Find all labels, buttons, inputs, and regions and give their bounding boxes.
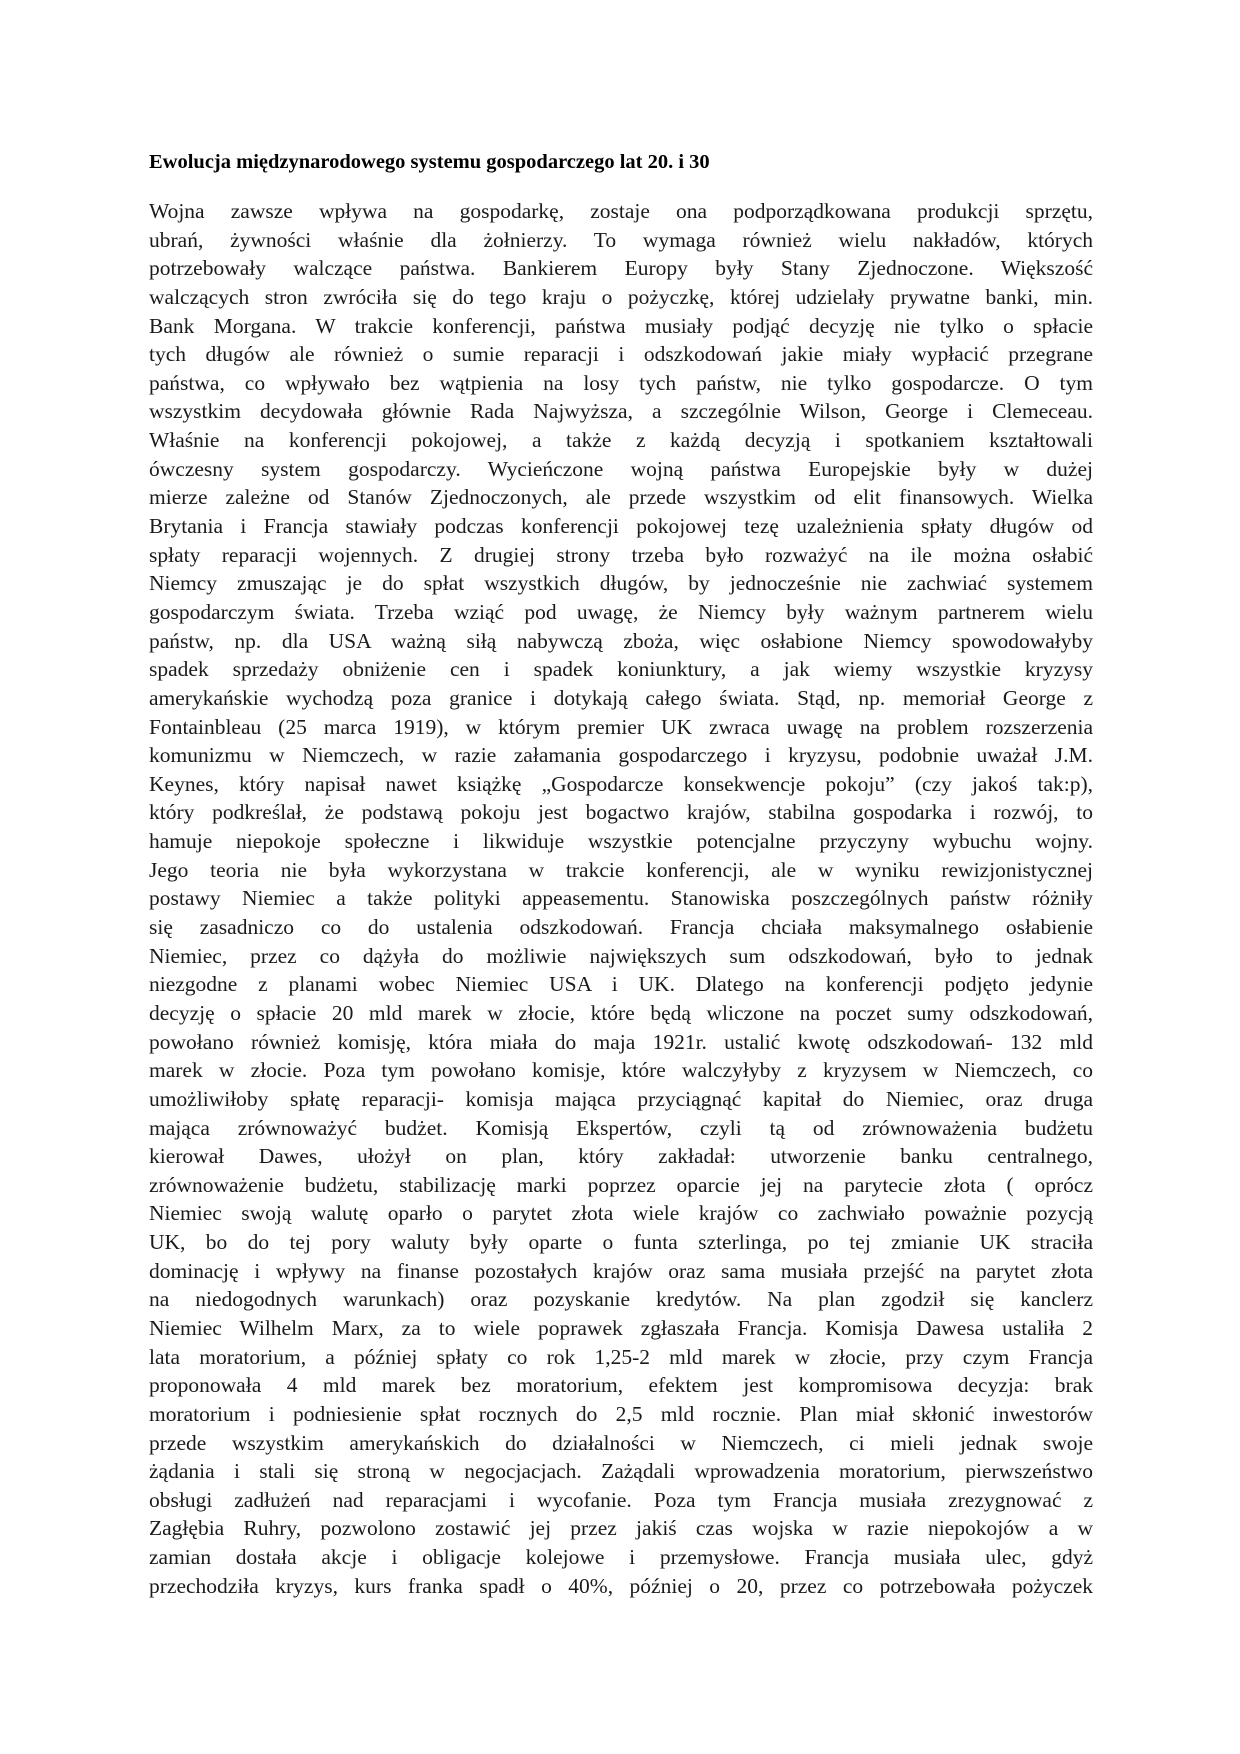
paragraph-line: obsługi zadłużeń nad reparacjami i wycofanie. Poza tym Francja musiała zrezygnować z xyxy=(149,1487,1093,1512)
paragraph-line: postawy Niemiec a także polityki appeasementu. Stanowiska poszczególnych państw różniły xyxy=(149,886,1093,911)
paragraph-line: Niemiec swoją walutę oparło o parytet złota wiele krajów co zachwiało poważnie pozycją xyxy=(149,1201,1093,1226)
paragraph-line: Niemiec, przez co dążyła do możliwie największych sum odszkodowań, było to jednak xyxy=(149,943,1093,968)
paragraph-line: marek w złocie. Poza tym powołano komisje, które walczyłyby z kryzysem w Niemczech, co xyxy=(149,1058,1093,1083)
paragraph-line: państw, np. dla USA ważną siłą nabywczą zboża, więc osłabione Niemcy spowodowałyby xyxy=(149,628,1093,653)
paragraph-line: na niedogodnych warunkach) oraz pozyskanie kredytów. Na plan zgodził się kanclerz xyxy=(149,1287,1093,1312)
paragraph-line: Bank Morgana. W trakcie konferencji, państwa musiały podjąć decyzję nie tylko o spłacie xyxy=(149,313,1093,338)
paragraph-line: lata moratorium, a później spłaty co rok 1,25-2 mld marek w złocie, przy czym Francja xyxy=(149,1344,1093,1369)
paragraph-line: tych długów ale również o sumie reparacji i odszkodowań jakie miały wypłacić przegrane xyxy=(149,342,1093,367)
paragraph-line: Zagłębia Ruhry, pozwolono zostawić jej przez jakiś czas wojska w razie niepokojów a w xyxy=(149,1516,1093,1541)
paragraph-line: proponowała 4 mld marek bez moratorium, efektem jest kompromisowa decyzja: brak xyxy=(149,1373,1093,1398)
paragraph-line: żądania i stali się stroną w negocjacjach. Zażądali wprowadzenia moratorium, pierwszeństwo xyxy=(149,1459,1093,1484)
paragraph-line: Jego teoria nie była wykorzystana w trakcie konferencji, ale w wyniku rewizjonistycznej xyxy=(149,857,1093,882)
paragraph-line: ubrań, żywności właśnie dla żołnierzy. To wymaga również wielu nakładów, których xyxy=(149,227,1093,252)
paragraph-line: zamian dostała akcje i obligacje kolejowe i przemysłowe. Francja musiała ulec, gdyż xyxy=(149,1545,1093,1570)
paragraph-line: umożliwiłoby spłatę reparacji- komisja mająca przyciągnąć kapitał do Niemiec, oraz druga xyxy=(149,1086,1093,1111)
paragraph-line: hamuje niepokoje społeczne i likwiduje wszystkie potencjalne przyczyny wybuchu wojny. xyxy=(149,829,1093,854)
paragraph-line: moratorium i podniesienie spłat rocznych do 2,5 mld rocznie. Plan miał skłonić inwestorów xyxy=(149,1401,1093,1426)
paragraph-line: gospodarczym świata. Trzeba wziąć pod uwagę, że Niemcy były ważnym partnerem wielu xyxy=(149,599,1093,624)
paragraph-line: niezgodne z planami wobec Niemiec USA i UK. Dlatego na konferencji podjęto jedynie xyxy=(149,972,1093,997)
paragraph-line: przede wszystkim amerykańskich do działalności w Niemczech, ci mieli jednak swoje xyxy=(149,1430,1093,1455)
paragraph-line: mająca zrównoważyć budżet. Komisją Ekspertów, czyli tą od zrównoważenia budżetu xyxy=(149,1115,1093,1140)
paragraph-line: powołano również komisję, która miała do maja 1921r. ustalić kwotę odszkodowań- 132 mld xyxy=(149,1029,1093,1054)
paragraph-line: spadek sprzedaży obniżenie cen i spadek koniunktury, a jak wiemy wszystkie kryzysy xyxy=(149,657,1093,682)
paragraph-line: Właśnie na konferencji pokojowej, a także z każdą decyzją i spotkaniem kształtowali xyxy=(149,428,1093,453)
paragraph-line: UK, bo do tej pory waluty były oparte o funta szterlinga, po tej zmianie UK straciła xyxy=(149,1230,1093,1255)
paragraph-line: Niemiec Wilhelm Marx, za to wiele poprawek zgłaszała Francja. Komisja Dawesa ustaliła 2 xyxy=(149,1315,1093,1340)
paragraph-line: decyzję o spłacie 20 mld marek w złocie, które będą wliczone na poczet sumy odszkodowań, xyxy=(149,1000,1093,1025)
paragraph-line: spłaty reparacji wojennych. Z drugiej strony trzeba było rozważyć na ile można osłabić xyxy=(149,542,1093,567)
paragraph-line: walczących stron zwróciła się do tego kraju o pożyczkę, której udzielały prywatne banki, min. xyxy=(149,284,1093,309)
paragraph-line: dominację i wpływy na finanse pozostałych krajów oraz sama musiała przejść na parytet złota xyxy=(149,1258,1093,1283)
paragraph-line: państwa, co wpływało bez wątpienia na losy tych państw, nie tylko gospodarcze. O tym xyxy=(149,370,1093,395)
paragraph-line: amerykańskie wychodzą poza granice i dotykają całego świata. Stąd, np. memoriał George z xyxy=(149,685,1093,710)
paragraph-line: mierze zależne od Stanów Zjednoczonych, ale przede wszystkim od elit finansowych. Wielka xyxy=(149,485,1093,510)
paragraph-line: się zasadniczo co do ustalenia odszkodowań. Francja chciała maksymalnego osłabienie xyxy=(149,915,1093,940)
paragraph-line: Fontainbleau (25 marca 1919), w którym premier UK zwraca uwagę na problem rozszerzenia xyxy=(149,714,1093,739)
paragraph-line: komunizmu w Niemczech, w razie załamania gospodarczego i kryzysu, podobnie uważał J.M. xyxy=(149,743,1093,768)
paragraph-line: zrównoważenie budżetu, stabilizację marki poprzez oparcie jej na parytecie złota ( oprócz xyxy=(149,1172,1093,1197)
paragraph-line: Niemcy zmuszając je do spłat wszystkich długów, by jednocześnie nie zachwiać systemem xyxy=(149,571,1093,596)
paragraph-line: Wojna zawsze wpływa na gospodarkę, zostaje ona podporządkowana produkcji sprzętu, xyxy=(149,199,1093,223)
paragraph-line: wszystkim decydowała głównie Rada Najwyższa, a szczególnie Wilson, George i Clemeceau. xyxy=(149,399,1093,424)
paragraph-line: ówczesny system gospodarczy. Wycieńczone wojną państwa Europejskie były w dużej xyxy=(149,456,1093,481)
paragraph-line: przechodziła kryzys, kurs franka spadł o 40%, później o 20, przez co potrzebowała pożyczek xyxy=(149,1573,1093,1598)
paragraph-line: Brytania i Francja stawiały podczas konferencji pokojowej tezę uzależnienia spłaty długów od xyxy=(149,514,1093,539)
paragraph-line: Keynes, który napisał nawet książkę „Gospodarcze konsekwencje pokoju” (czy jakoś tak:p), xyxy=(149,771,1093,796)
document-title: Ewolucja międzynarodowego systemu gospodarczego lat 20. i 30 xyxy=(149,151,710,173)
document-body xyxy=(149,197,1093,1600)
paragraph-line: kierował Dawes, ułożył on plan, który zakładał: utworzenie banku centralnego, xyxy=(149,1144,1093,1169)
paragraph-line: który podkreślał, że podstawą pokoju jest bogactwo krajów, stabilna gospodarka i rozwój, to xyxy=(149,800,1093,825)
paragraph-line: potrzebowały walczące państwa. Bankierem Europy były Stany Zjednoczone. Większość xyxy=(149,256,1093,281)
